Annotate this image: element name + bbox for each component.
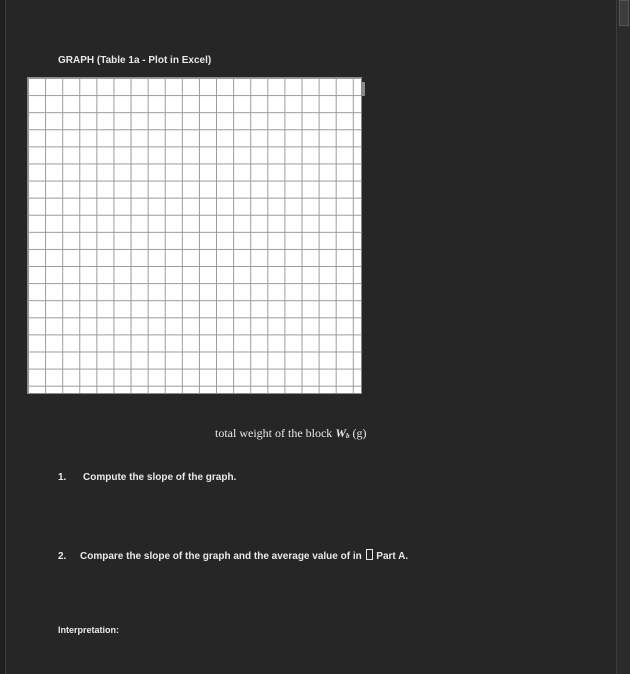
axis-subscript: b: [345, 432, 350, 440]
grid-edge-mark: [362, 82, 365, 96]
question-number: 2.: [58, 551, 67, 562]
missing-symbol-box-icon: [366, 549, 373, 560]
graph-title: GRAPH (Table 1a - Plot in Excel): [58, 55, 212, 66]
question-text: Compute the slope of the graph.: [83, 472, 237, 483]
axis-label-text: total weight of the block: [215, 426, 336, 440]
question-1: [58, 472, 236, 483]
vertical-scrollbar[interactable]: [616, 0, 630, 674]
question-number: 1.: [58, 472, 67, 483]
axis-symbol: W: [335, 426, 346, 440]
interpretation-label: Interpretation:: [58, 625, 120, 635]
question-text: Compare the slope of the graph and the average value of in: [80, 551, 365, 562]
scrollbar-thumb[interactable]: [619, 0, 629, 26]
x-axis-label: [215, 426, 366, 441]
graph-paper-grid: [27, 77, 362, 394]
axis-unit: (g): [349, 426, 367, 440]
page-left-border: [0, 0, 6, 674]
question-2: [58, 549, 408, 562]
question-text-tail: Part A.: [373, 551, 409, 562]
